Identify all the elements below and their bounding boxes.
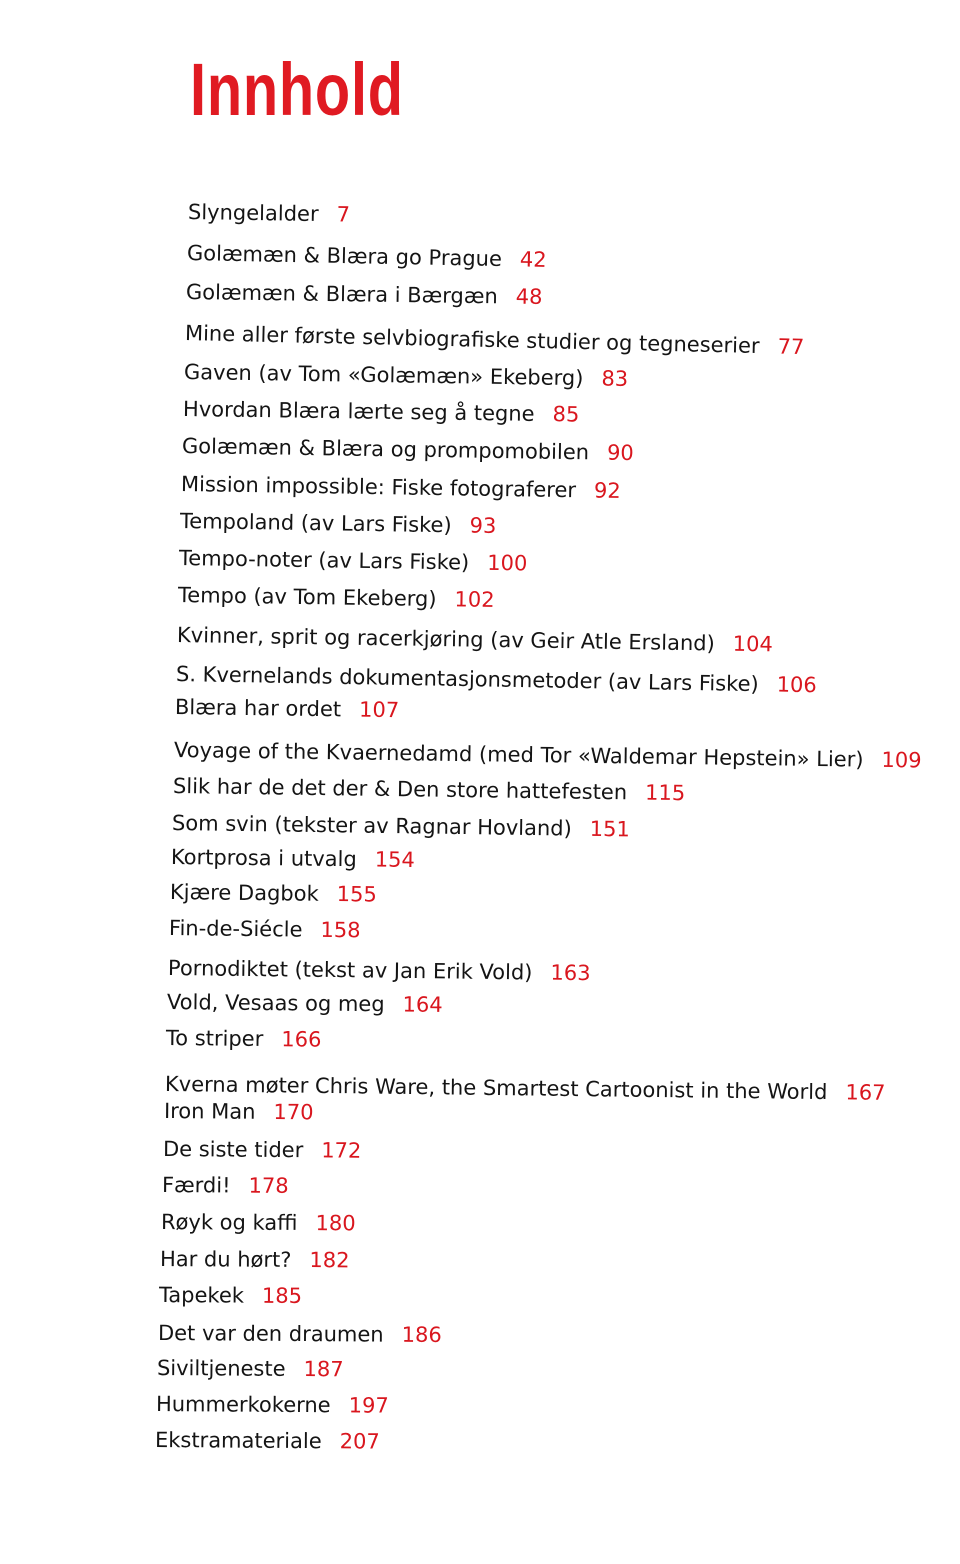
toc-entry-title: Golæmæn & Blæra go Prague bbox=[186, 241, 503, 272]
toc-entry bbox=[170, 878, 377, 909]
toc-entry-page-number: 154 bbox=[374, 847, 416, 872]
toc-entry-page-number: 207 bbox=[339, 1429, 380, 1454]
toc-entry-page-number: 151 bbox=[589, 816, 631, 842]
toc-entry bbox=[163, 1135, 362, 1165]
toc-entry-title: Tempoland (av Lars Fiske) bbox=[179, 509, 452, 538]
toc-entry-title: Iron Man bbox=[163, 1099, 256, 1124]
toc-entry-page-number: 106 bbox=[776, 672, 817, 698]
toc-entry bbox=[169, 914, 361, 944]
toc-entry-page-number: 109 bbox=[881, 747, 922, 773]
toc-entry-title: Mine aller første selvbiografiske studier og tegneserier bbox=[184, 321, 760, 359]
toc-entry bbox=[167, 988, 443, 1019]
toc-entry-page-number: 170 bbox=[273, 1099, 314, 1125]
toc-entry bbox=[187, 239, 547, 274]
toc-entry bbox=[186, 278, 543, 311]
toc-entry-title: To striper bbox=[165, 1026, 264, 1052]
toc-entry-page-number: 42 bbox=[519, 247, 547, 272]
toc-entry-page-number: 93 bbox=[469, 513, 497, 538]
toc-entry bbox=[181, 470, 621, 505]
toc-entry bbox=[179, 544, 528, 577]
toc-entry-title: Færdi! bbox=[161, 1173, 231, 1198]
page-title: Innhold bbox=[190, 48, 404, 131]
toc-entry-title: Tempo (av Tom Ekeberg) bbox=[177, 583, 437, 612]
toc-entry-title: Tempo-noter (av Lars Fiske) bbox=[178, 546, 470, 575]
toc-entry-title: Vold, Vesaas og meg bbox=[166, 990, 385, 1017]
toc-entry-page-number: 187 bbox=[303, 1357, 344, 1382]
toc-entry bbox=[185, 319, 805, 361]
toc-entry bbox=[168, 954, 591, 987]
toc-entry bbox=[159, 1281, 302, 1310]
toc-entry-title: Slik har de det der & Den store hattefesten bbox=[172, 774, 628, 805]
toc-entry-page-number: 166 bbox=[281, 1027, 322, 1052]
toc-entry bbox=[157, 1354, 344, 1383]
toc-entry-page-number: 180 bbox=[315, 1211, 356, 1236]
toc-entry-title: Golæmæn & Blæra og prompomobilen bbox=[181, 434, 590, 465]
toc-entry bbox=[162, 1171, 289, 1200]
toc-entry-page-number: 85 bbox=[552, 402, 580, 427]
toc-entry-page-number: 155 bbox=[336, 882, 377, 907]
toc-entry-page-number: 77 bbox=[777, 334, 805, 360]
toc-entry-page-number: 182 bbox=[309, 1248, 350, 1273]
toc-entry-page-number: 100 bbox=[487, 550, 528, 576]
toc-entry bbox=[182, 432, 634, 467]
toc-entry-title: Kortprosa i utvalg bbox=[170, 845, 357, 872]
toc-entry-title: Kjære Dagbok bbox=[169, 880, 319, 906]
toc-entry bbox=[164, 1097, 314, 1126]
toc-entry-title: Slyngelalder bbox=[187, 200, 319, 227]
toc-entry-page-number: 7 bbox=[336, 202, 351, 227]
toc-entry bbox=[183, 395, 580, 429]
toc-entry-title: Siviltjeneste bbox=[156, 1356, 286, 1381]
toc-entry-page-number: 102 bbox=[454, 587, 495, 612]
toc-entry-page-number: 107 bbox=[358, 697, 400, 723]
toc-entry-title: S. Kvernelands dokumentasjonsmetoder (av Lars Fiske) bbox=[175, 662, 759, 697]
toc-entry-page-number: 163 bbox=[550, 960, 591, 986]
toc-entry-page-number: 104 bbox=[732, 631, 774, 657]
toc-entry bbox=[166, 1024, 322, 1054]
toc-entry-page-number: 185 bbox=[261, 1283, 303, 1308]
toc-entry bbox=[171, 843, 415, 874]
toc-entry-page-number: 115 bbox=[644, 780, 686, 806]
toc-entry-title: Det var den draumen bbox=[157, 1321, 384, 1347]
toc-entry-page-number: 164 bbox=[402, 992, 443, 1017]
toc-entry-page-number: 197 bbox=[348, 1393, 389, 1418]
toc-entry bbox=[158, 1319, 442, 1349]
toc-entry-title: Hvordan Blæra lærte seg å tegne bbox=[182, 397, 535, 426]
toc-entry-title: Kvinner, sprit og racerkjøring (av Geir Atle Ersland) bbox=[176, 623, 715, 656]
toc-entry bbox=[188, 198, 350, 229]
toc-entry-page-number: 178 bbox=[248, 1173, 289, 1198]
toc-entry bbox=[173, 772, 686, 807]
toc-entry bbox=[175, 693, 400, 724]
toc-entry bbox=[161, 1208, 356, 1237]
toc-entry-title: Voyage of the Kvaernedamd (med Tor «Waldemar Hepstein» Lier) bbox=[173, 738, 864, 772]
toc-entry-page-number: 158 bbox=[320, 917, 361, 943]
toc-entry-title: Tapekek bbox=[158, 1283, 245, 1308]
toc-entry-page-number: 172 bbox=[321, 1138, 362, 1163]
toc-entry bbox=[172, 809, 630, 843]
toc-entry-title: Fin-de-Siécle bbox=[168, 916, 303, 942]
toc-entry-title: Mission impossible: Fiske fotograferer bbox=[180, 472, 577, 503]
toc-entry-page-number: 92 bbox=[593, 478, 621, 503]
toc-entry-page-number: 186 bbox=[401, 1322, 442, 1347]
toc-entry bbox=[156, 1390, 389, 1420]
toc-entry bbox=[160, 1245, 350, 1274]
toc-entry bbox=[180, 507, 497, 540]
toc-entry-page-number: 48 bbox=[515, 284, 543, 309]
toc-entry-page-number: 83 bbox=[601, 366, 629, 391]
toc-entry-page-number: 167 bbox=[845, 1080, 886, 1105]
toc-entry-title: Pornodiktet (tekst av Jan Erik Vold) bbox=[167, 956, 533, 985]
toc-entry-title: Har du hørt? bbox=[159, 1247, 292, 1272]
toc-entry bbox=[176, 660, 817, 699]
toc-entry-title: Gaven (av Tom «Golæmæn» Ekeberg) bbox=[183, 360, 584, 391]
toc-entry bbox=[174, 736, 922, 774]
toc-entry-page-number: 90 bbox=[606, 440, 634, 466]
toc-entry-title: Kverna møter Chris Ware, the Smartest Cartoonist in the World bbox=[164, 1072, 828, 1105]
toc-entry-title: Røyk og kaffi bbox=[160, 1210, 298, 1235]
toc-entry bbox=[178, 581, 495, 614]
toc-entry-title: Som svin (tekster av Ragnar Hovland) bbox=[171, 811, 572, 841]
toc-entry-title: Hummerkokerne bbox=[155, 1392, 331, 1418]
toc-entry-title: Golæmæn & Blæra i Bærgæn bbox=[185, 280, 498, 309]
toc-entry-title: Blæra har ordet bbox=[174, 695, 342, 722]
toc-entry bbox=[184, 358, 629, 393]
toc-entry bbox=[155, 1426, 380, 1456]
toc-entry-title: Ekstramateriale bbox=[154, 1428, 322, 1454]
toc-entry-title: De siste tider bbox=[162, 1137, 304, 1163]
toc-entry bbox=[177, 621, 773, 658]
